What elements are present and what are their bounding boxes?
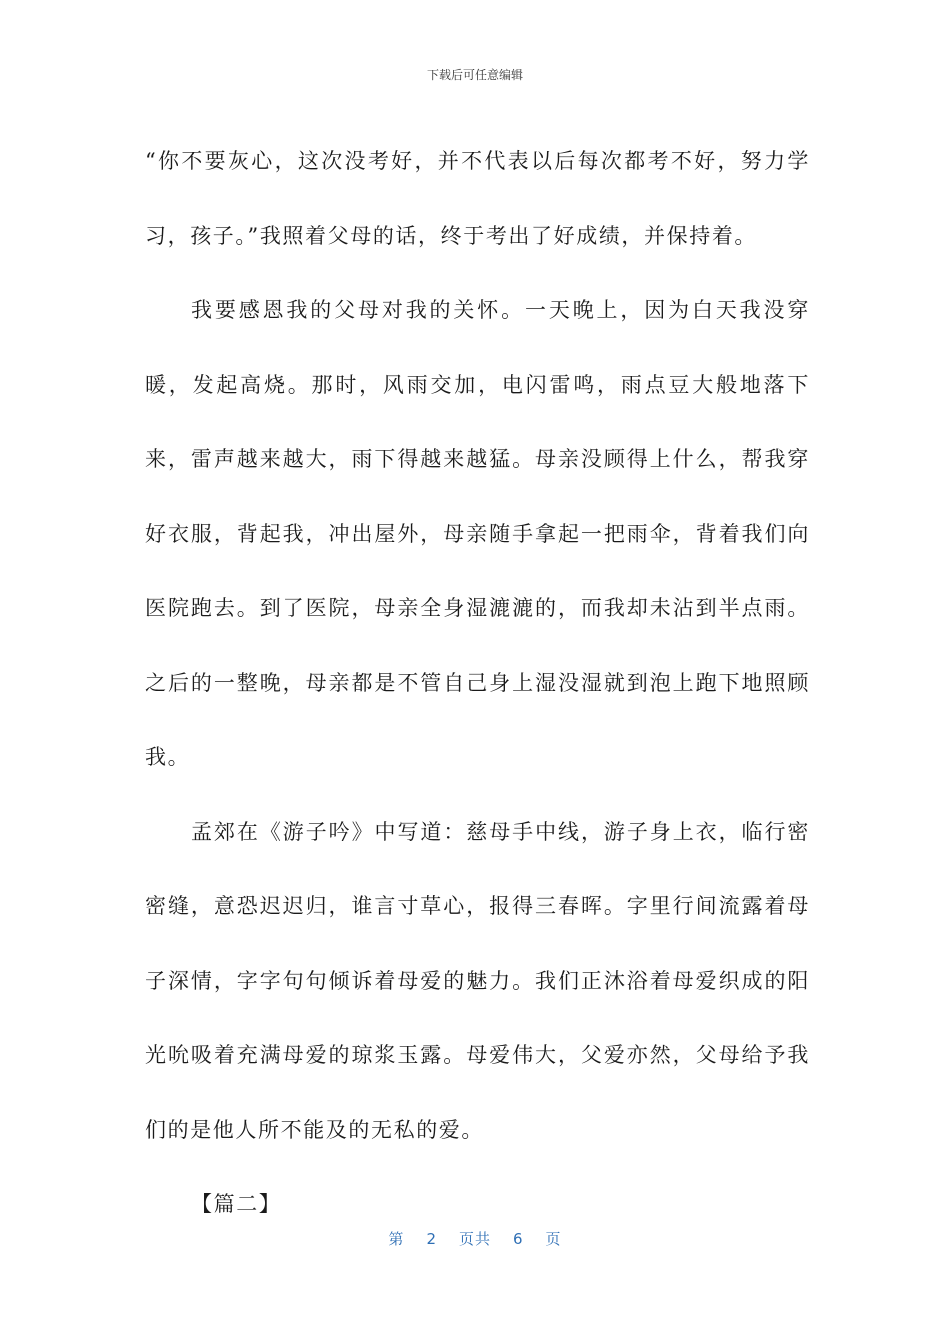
footer-current-page: 2 xyxy=(426,1230,437,1248)
document-body xyxy=(145,124,810,1242)
paragraph-2: 我要感恩我的父母对我的关怀。一天晚上，因为白天我没穿暖，发起高烧。那时，风雨交加，电闪雷鸣，雨点豆大般地落下来，雷声越来越大，雨下得越来越猛。母亲没顾得上什么，帮我穿好衣服，背起我，冲出屋外，母亲随手拿起一把雨伞，背着我们向医院跑去。到了医院，母亲全身湿漉漉的，而我却未沾到半点雨。之后的一整晚，母亲都是不管自己身上湿没湿就到泡上跑下地照顾我。 xyxy=(145,298,810,769)
paragraph-1: “你不要灰心，这次没考好，并不代表以后每次都考不好，努力学习，孩子。”我照着父母的话，终于考出了好成绩，并保持着。 xyxy=(145,149,810,248)
section-heading: 【篇二】 xyxy=(191,1192,282,1216)
paragraph-3: 孟郊在《游子吟》中写道：慈母手中线，游子身上衣，临行密密缝，意恐迟迟归，谁言寸草心，报得三春晖。字里行间流露着母子深情，字字句句倾诉着母爱的魅力。我们正沐浴着母爱织成的阳光吮吸着充满母爱的琼浆玉露。母爱伟大，父爱亦然，父母给予我们的是他人所不能及的无私的爱。 xyxy=(145,819,810,1142)
footer-total-pages: 6 xyxy=(513,1230,524,1248)
footer-middle: 页共 xyxy=(458,1230,491,1248)
page-header-note: 下载后可任意编辑 xyxy=(426,68,523,82)
footer-prefix: 第 xyxy=(388,1230,405,1248)
page-footer xyxy=(0,1228,950,1249)
footer-suffix: 页 xyxy=(545,1230,562,1248)
